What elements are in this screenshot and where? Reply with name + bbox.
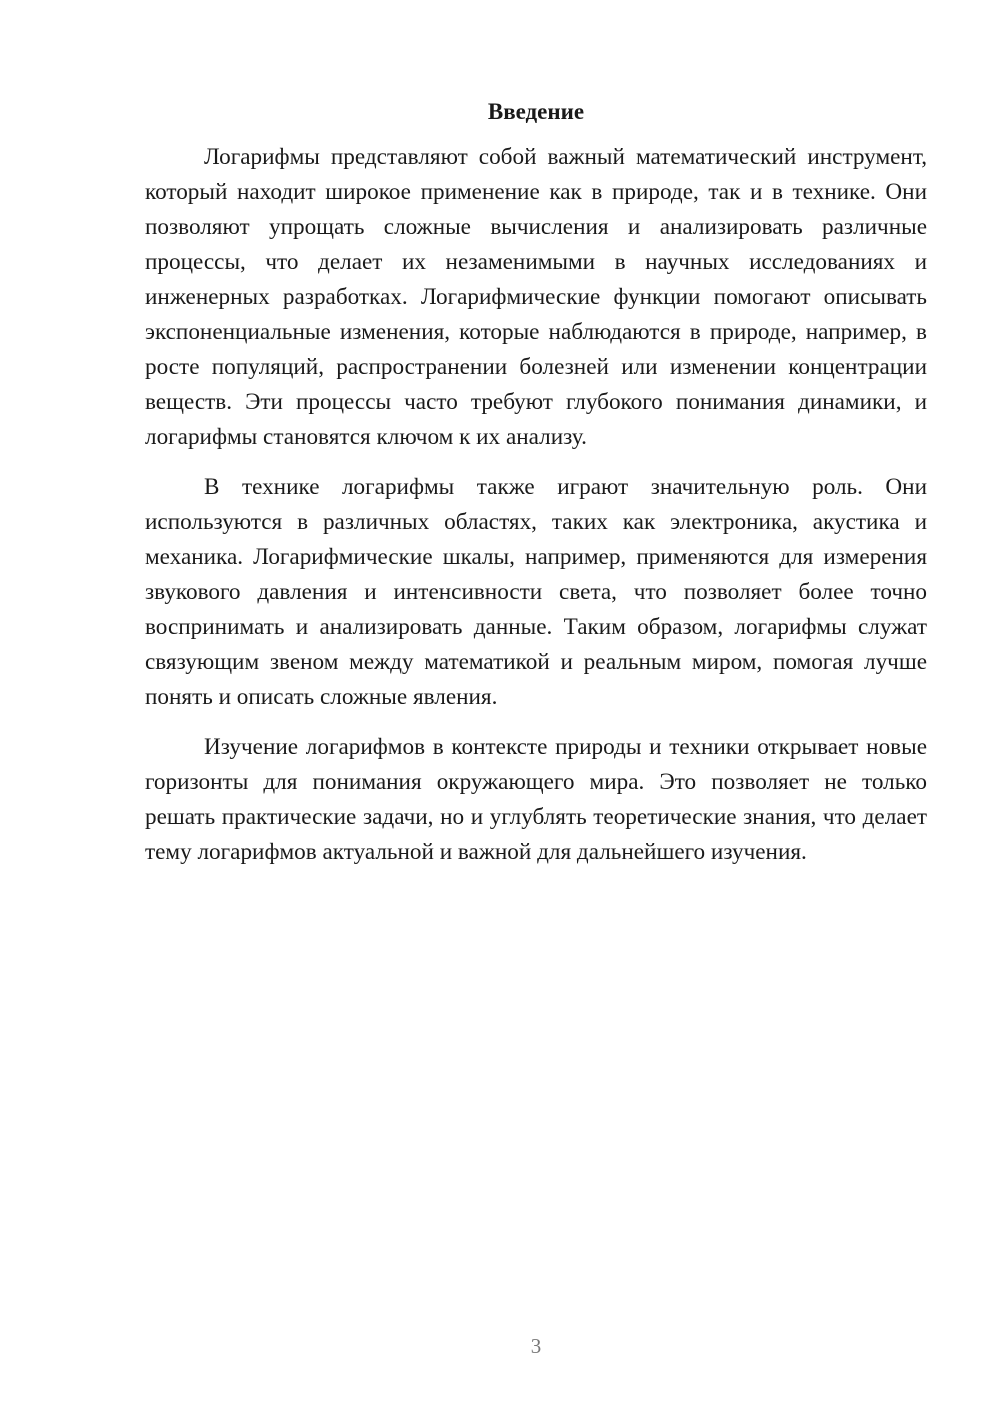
paragraph-1: Логарифмы представляют собой важный математический инструмент, который находит широкое применение как в природе, так и в технике. Они позволяют упрощать сложные вычисления и анализировать различные процессы, что делает их незаменимыми в научных исследованиях и инженерных разработках. Логарифмические функции помогают описывать экспоненциальные изменения, которые наблюдаются в природе, например, в росте популяций, распространении болезней или изменении концентрации веществ. Эти процессы часто требуют глубокого понимания динамики, и логарифмы становятся ключом к их анализу.	[145, 144, 927, 450]
document-body	[145, 98, 927, 870]
paragraph-2: В технике логарифмы также играют значительную роль. Они используются в различных областях, таких как электроника, акустика и механика. Логарифмические шкалы, например, применяются для измерения звукового давления и интенсивности света, что позволяет более точно воспринимать и анализировать данные. Таким образом, логарифмы служат связующим звеном между математикой и реальным миром, помогая лучше понять и описать сложные явления.	[145, 474, 927, 710]
paragraph-3: Изучение логарифмов в контексте природы и техники открывает новые горизонты для понимания окружающего мира. Это позволяет не только решать практические задачи, но и углублять теоретические знания, что делает тему логарифмов актуальной и важной для дальнейшего изучения.	[145, 734, 927, 865]
page-number: 3	[530, 1334, 542, 1358]
section-title: Введение	[487, 99, 585, 124]
